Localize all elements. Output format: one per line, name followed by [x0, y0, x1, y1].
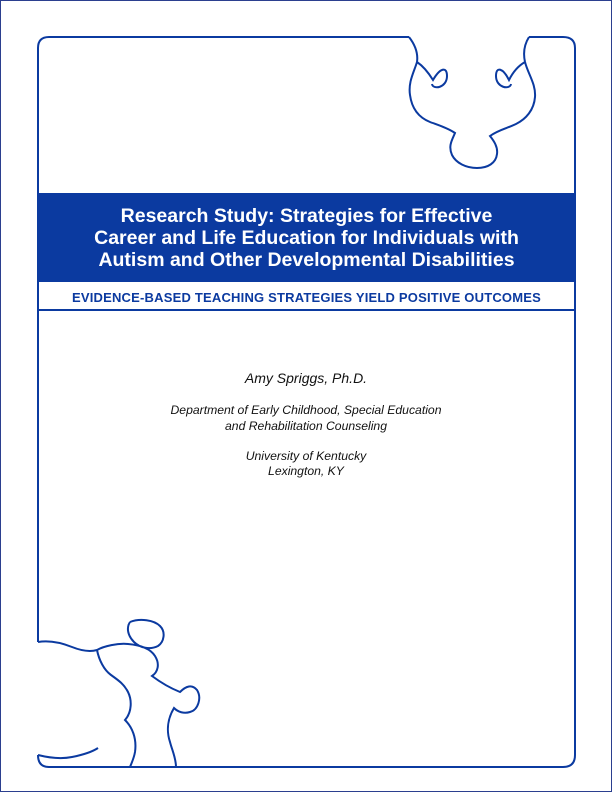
university-location: Lexington, KY [268, 464, 344, 478]
title-line-1: Research Study: Strategies for Effective [120, 204, 493, 227]
document-title [52, 205, 562, 271]
university-affiliation [0, 449, 612, 479]
title-line-2: Career and Life Education for Individuals with [94, 226, 519, 249]
document-subtitle: EVIDENCE-BASED TEACHING STRATEGIES YIELD POSITIVE OUTCOMES [71, 289, 542, 305]
department-affiliation [0, 402, 612, 434]
puzzle-piece-bottom-left-icon [38, 620, 199, 767]
puzzle-piece-top-right-icon [409, 37, 535, 168]
subtitle-banner [38, 285, 575, 311]
department-line-2: and Rehabilitation Counseling [225, 419, 387, 433]
author-name: Amy Spriggs, Ph.D. [244, 370, 368, 386]
department-line-1: Department of Early Childhood, Special Education [170, 403, 442, 417]
university-name: University of Kentucky [245, 449, 367, 463]
title-line-3: Autism and Other Developmental Disabilities [98, 248, 515, 271]
title-banner [38, 193, 575, 282]
